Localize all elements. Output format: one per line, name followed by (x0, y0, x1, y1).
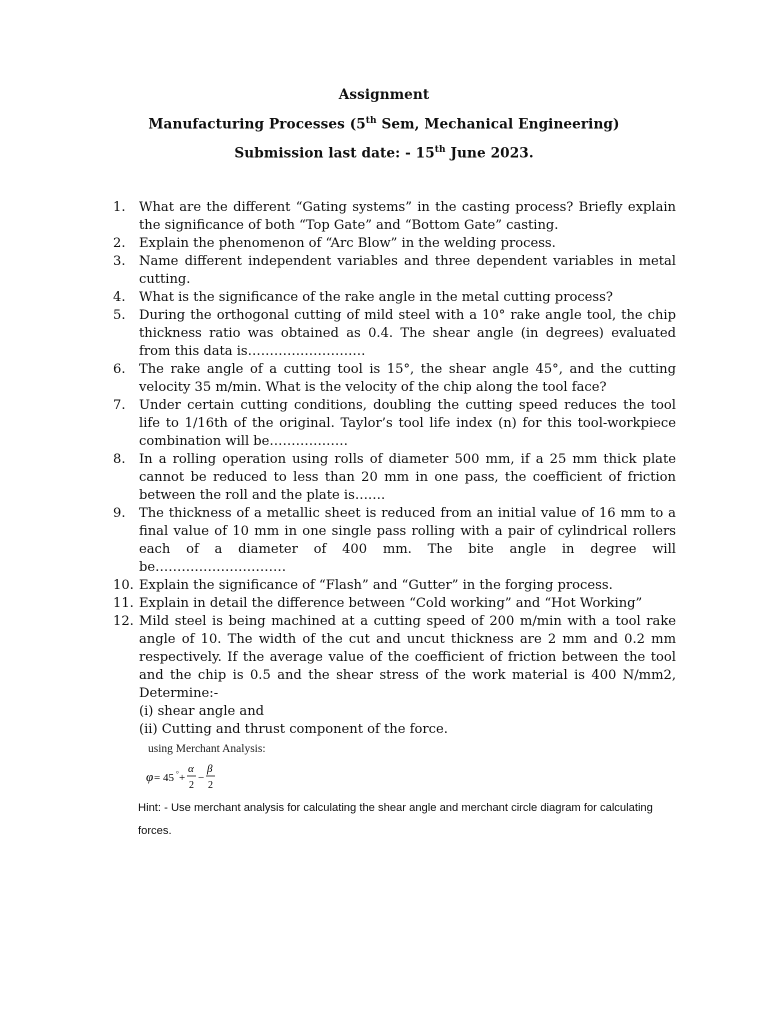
question-text: What are the different “Gating systems” in the casting process? Briefly explain the significance of both “Top Gate” and “Bottom Gate” casting. (139, 200, 676, 233)
question-text: Mild steel is being machined at a cutting speed of 200 m/min with a tool rake angle of 10. The width of the cut and uncut thickness are 2 mm and 0.2 mm respectively. If the average value of the coefficient of friction between the tool and the chip is 0.5 and the shear stress of the work material is 400 N/mm2, Determine:- (139, 614, 676, 701)
subtitle-sup: th (365, 116, 377, 126)
formula-phi: φ (146, 769, 154, 784)
question-number: 11. (113, 596, 134, 611)
question-item (113, 505, 676, 577)
subtitle-post: Sem, Mechanical Engineering) (376, 116, 620, 133)
assignment-title (0, 87, 768, 103)
question-item (113, 595, 676, 613)
question-item (113, 307, 676, 361)
question-number: 1. (113, 200, 126, 215)
question-text: Explain the significance of “Flash” and “Gutter” in the forging process. (139, 578, 613, 593)
formula-plus: + (179, 772, 186, 784)
question-item (113, 451, 676, 505)
subtitle-pre: Manufacturing Processes (5 (148, 116, 366, 133)
question-number: 2. (113, 236, 126, 251)
question-text: In a rolling operation using rolls of diameter 500 mm, if a 25 mm thick plate cannot be reduced to less than 20 mm in one pass, the coefficient of friction between the roll and the plate is……. (139, 452, 676, 503)
date-pre: Submission last date: - 15 (234, 145, 435, 162)
formula-two-b: 2 (208, 780, 213, 791)
formula-alpha: α (188, 763, 194, 775)
formula-beta: β (207, 763, 213, 775)
question-number: 8. (113, 452, 126, 467)
question-text: Explain the phenomenon of “Arc Blow” in the welding process. (139, 236, 556, 251)
question-item (113, 361, 676, 397)
question-item (113, 577, 676, 595)
question-number: 4. (113, 290, 126, 305)
formula-eq: = 45 (154, 772, 174, 784)
formula-minus: − (198, 772, 205, 784)
question-number: 10. (113, 578, 134, 593)
question-subpart: (i) shear angle and (139, 704, 265, 719)
question-item (113, 199, 676, 235)
question-text: The thickness of a metallic sheet is reduced from an initial value of 16 mm to a final value of 10 mm in one single pass rolling with a pair of cylindrical rollers each of a diameter of 400 mm. The bite angle in degree will be………………………… (139, 506, 676, 575)
question-text: During the orthogonal cutting of mild steel with a 10° rake angle tool, the chip thickness ratio was obtained as 0.4. The shear angle (in degrees) evaluated from this data is……………………… (139, 308, 676, 359)
question-number: 9. (113, 506, 126, 521)
question-item (113, 289, 676, 307)
question-text: The rake angle of a cutting tool is 15°, the shear angle 45°, and the cutting velocity 35 m/min. What is the velocity of the chip along the tool face? (139, 362, 676, 395)
question-number: 7. (113, 398, 126, 413)
formula-deg: ° (176, 770, 179, 778)
question-item (113, 397, 676, 451)
merchant-formula (146, 762, 236, 792)
date-post: June 2023. (445, 145, 534, 162)
question-number: 3. (113, 254, 126, 269)
question-text: Name different independent variables and three dependent variables in metal cutting. (139, 254, 676, 287)
question-number: 6. (113, 362, 126, 377)
merchant-label: using Merchant Analysis: (148, 743, 266, 755)
question-text: What is the significance of the rake angle in the metal cutting process? (139, 290, 613, 305)
question-number: 12. (113, 614, 134, 629)
course-subtitle (0, 116, 768, 133)
question-text: Under certain cutting conditions, doubling the cutting speed reduces the tool life to 1/16th of the original. Taylor’s tool life index (n) for this tool-workpiece combination will be……………… (139, 398, 676, 449)
question-item (113, 253, 676, 289)
formula-two-a: 2 (189, 780, 194, 791)
question-item (113, 235, 676, 253)
question-number: 5. (113, 308, 126, 323)
question-text: Explain in detail the difference between “Cold working” and “Hot Working” (139, 596, 643, 611)
title-text: Assignment (338, 87, 430, 103)
question-item (113, 613, 676, 739)
date-sup: th (434, 145, 446, 155)
hint-text: Hint: - Use merchant analysis for calculating the shear angle and merchant circle diagram for calculating forces. (138, 802, 653, 837)
submission-date (0, 145, 768, 162)
question-subpart: (ii) Cutting and thrust component of the force. (139, 722, 448, 737)
question-list (113, 199, 676, 739)
